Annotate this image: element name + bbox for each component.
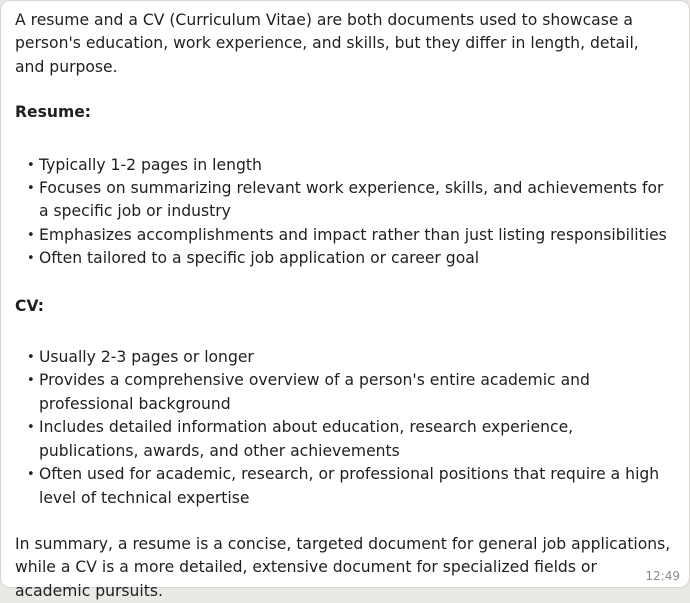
bullet-icon: • [27, 251, 35, 267]
cv-heading: CV: [15, 296, 45, 315]
resume-heading: Resume: [15, 103, 92, 122]
list-item-text: Focuses on summarizing relevant work experience, skills, and achievements for a specific job or industry [39, 179, 664, 221]
bullet-icon: • [27, 181, 35, 197]
list-item [15, 154, 673, 177]
message-summary: In summary, a resume is a concise, targeted document for general job applications, while a CV is a more detailed, extensive document for specialized fields or academic pursuits. [15, 534, 671, 600]
bullet-icon: • [27, 467, 35, 483]
list-item [15, 177, 673, 224]
resume-list [15, 154, 673, 271]
bullet-icon: • [27, 157, 35, 173]
bullet-icon: • [27, 420, 35, 436]
list-item-text: Includes detailed information about education, research experience, publications, awards, and other achievements [39, 418, 574, 460]
list-item-text: Often used for academic, research, or professional positions that require a high level of technical expertise [39, 465, 660, 507]
list-item [15, 463, 673, 510]
list-item [15, 247, 673, 270]
list-item [15, 346, 673, 369]
bullet-icon: • [27, 227, 35, 243]
list-item-text: Emphasizes accomplishments and impact rather than just listing responsibilities [39, 225, 667, 244]
cv-list [15, 346, 673, 510]
message-intro: A resume and a CV (Curriculum Vitae) are both documents used to showcase a person's education, work experience, and skills, but they differ in length, detail, and purpose. [15, 11, 639, 76]
list-item [15, 416, 673, 463]
message-timestamp: 12:49 [645, 569, 680, 583]
list-item-text: Typically 1-2 pages in length [39, 155, 262, 174]
list-item [15, 224, 673, 247]
bullet-icon: • [27, 373, 35, 389]
list-item-text: Usually 2-3 pages or longer [39, 348, 254, 367]
list-item-text: Provides a comprehensive overview of a person's entire academic and professional background [39, 371, 590, 413]
list-item-text: Often tailored to a specific job application or career goal [39, 249, 480, 268]
list-item [15, 369, 673, 416]
bullet-icon: • [27, 350, 35, 366]
